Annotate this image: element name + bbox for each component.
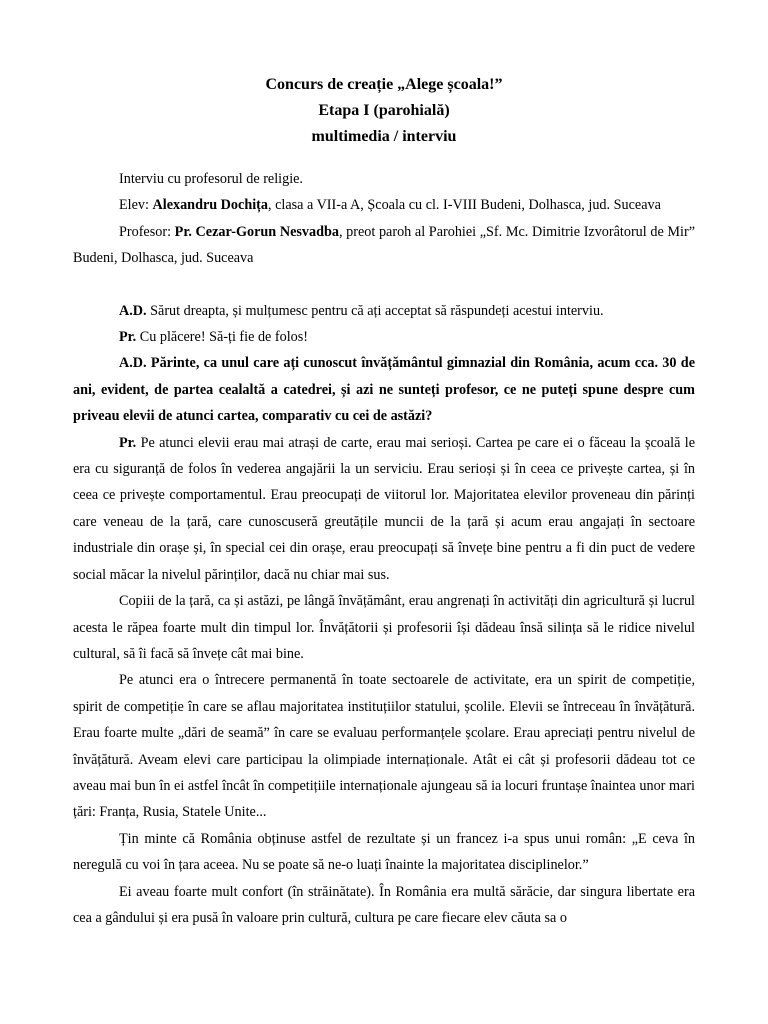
teacher-name: Pr. Cezar-Gorun Nesvadba: [174, 223, 339, 240]
answer-2-paragraph-2: Copiii de la țară, ca și astăzi, pe lângă învățământ, erau angrenați în activități din agricultură și lucrul acesta le răpea foarte mult din timpul lor. Învățătorii și profesorii își dădeau însă silința să le ridice nivelul cultural, să îi facă să învețe cât mai bine.: [73, 593, 695, 662]
answer-2-paragraph-1: [73, 430, 695, 588]
stage-title: Etapa I (parohială): [318, 102, 450, 119]
answer-1-text: Cu plăcere! Să-ți fie de folos!: [136, 329, 308, 346]
answer-2-paragraph-3: Pe atunci era o întrecere permanentă în toate sectoarele de activitate, era un spirit de competiție, spirit de competiție în care se aflau majoritatea instituțiilor statului, școlile. Elevii se întreceau în învățătură. Erau foarte multe „dări de seamă” în care se evaluau performanțele școlare. Erau apreciați pentru nivelul de învățătură. Aveam elevi care participau la olimpiade internaționale. Atât ei cât și profesorii dădeau tot ce aveau mai bun în ei astfel încât în competițiile internaționale ajungeau să ia locuri fruntașe înaintea unor mari țări: Franța, Rusia, Statele Unite...: [73, 672, 695, 821]
teacher-label: Profesor:: [119, 223, 175, 240]
question-2-text: Părinte, ca unul care ați cunoscut învățământul gimnazial din România, acum cca. 30 de ani, evident, de partea cealaltă a catedrei, și azi ne sunteți profesor, ce ne puteți spune despre cum priveau elevii de atunci cartea, comparativ cu cei de astăzi?: [73, 355, 695, 425]
document-body: [73, 166, 695, 931]
speaker-pr: Pr.: [119, 434, 137, 451]
answer-2-paragraph-5: Ei aveau foarte mult confort (în străinătate). În România era multă sărăcie, dar singura libertate era cea a gândului și era pusă în valoare prin cultură, cultura pe care fiecare elev căuta sa o: [73, 883, 695, 926]
answer-2-paragraph-1-text: Pe atunci elevii erau mai atrași de carte, erau mai serioși. Cartea pe care ei o făceau la școală le era cu siguranță de folos în vederea angajării la un serviciu. Erau serioși și în ceea ce privește cartea, și în ceea ce privește comportamentul. Erau preocupați de viitorul lor. Majoritatea elevilor proveneau din părinți care veneau de la țară, care cunoscuseră greutățile muncii de la țară și acum erau angajați în sectoare industriale din orașe și, în special cei din orașe, erau preocupați să învețe bine pentru a fi din puct de vedere social măcar la nivelul părinților, dacă nu chiar mai sus.: [73, 434, 695, 583]
question-1-text: Sărut dreapta, și mulțumesc pentru că ați acceptat să răspundeți acestui interviu.: [146, 302, 604, 319]
answer-1: [73, 324, 695, 350]
speaker-ad: A.D.: [119, 355, 147, 372]
category-title: multimedia / interviu: [311, 128, 457, 145]
document-page: [73, 72, 695, 931]
speaker-ad: A.D.: [119, 302, 147, 319]
student-line: [73, 192, 695, 218]
interview-subject: Interviu cu profesorul de religie.: [119, 171, 303, 187]
question-1: [73, 298, 695, 324]
speaker-pr: Pr.: [119, 329, 137, 346]
student-name: Alexandru Dochița: [152, 197, 268, 214]
teacher-details: , preot paroh al Parohiei „Sf. Mc. Dimitrie Izvorâtorul de Mir” Budeni, Dolhasca, jud. Suceava: [73, 223, 695, 267]
contest-title: Concurs de creație „Alege școala!”: [265, 76, 503, 93]
document-title-block: [73, 72, 695, 150]
student-details: , clasa a VII-a A, Școala cu cl. I-VIII Budeni, Dolhasca, jud. Suceava: [267, 197, 661, 214]
student-label: Elev:: [119, 197, 153, 214]
answer-2-paragraph-4: Țin minte că România obținuse astfel de rezultate și un francez i-a spus unui român: „E ceva în neregulă cu voi în țara aceea. Nu se poate să ne-o luați înainte la majoritatea disciplinelor.”: [73, 830, 695, 874]
question-2: [73, 350, 695, 429]
teacher-line: [73, 219, 695, 272]
